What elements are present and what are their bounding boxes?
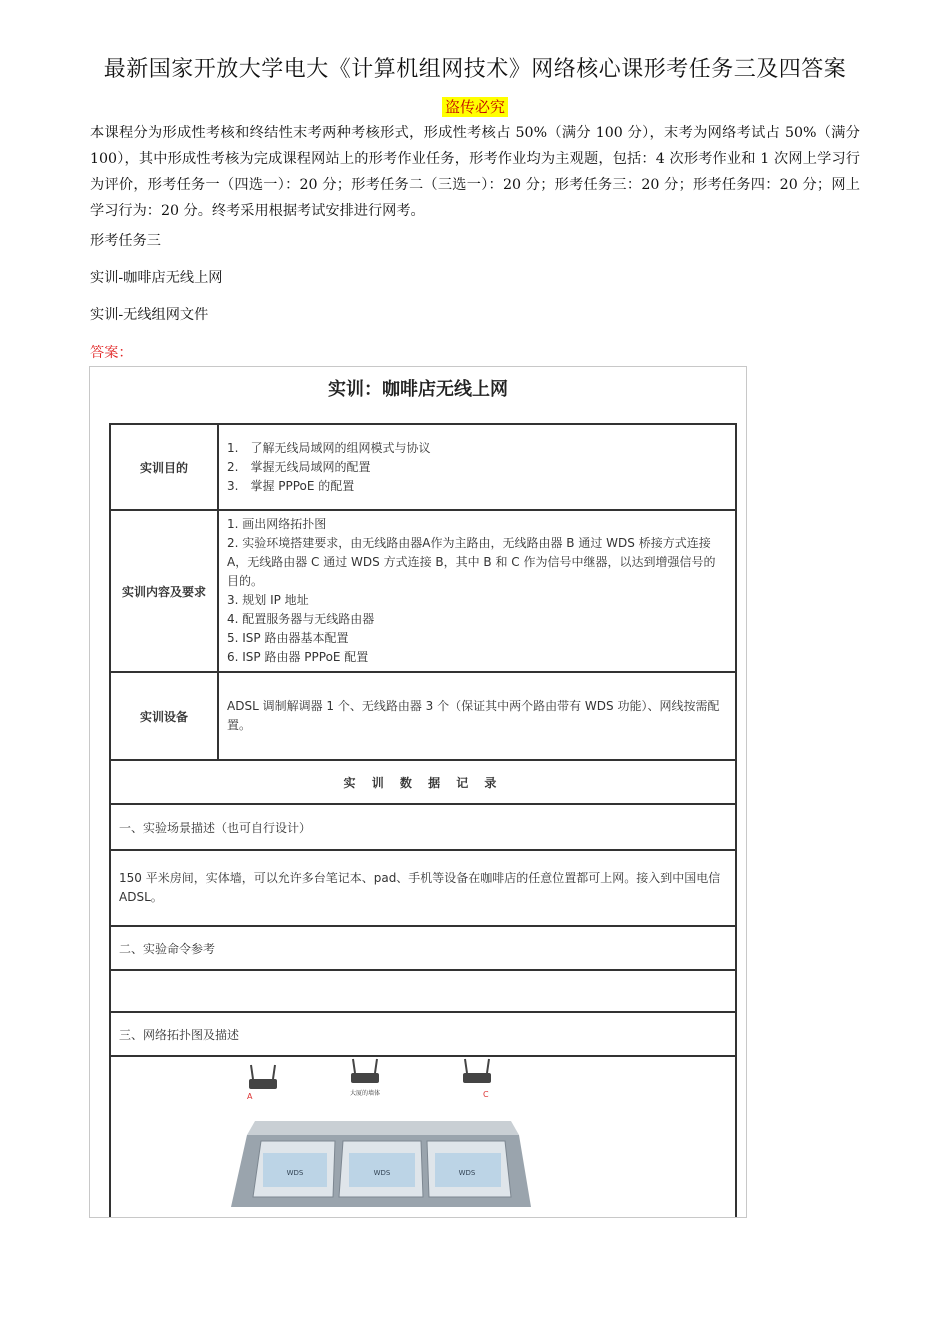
wds-label: WDS — [373, 1169, 391, 1177]
record-header-row — [110, 760, 736, 804]
purpose-item: 1. 了解无线局域网的组网模式与协议 — [227, 440, 431, 455]
content-item: 3. 规划 IP 地址 — [227, 593, 309, 607]
topology-cell — [110, 1056, 736, 1217]
sec2-title-row — [110, 926, 736, 970]
wall-label: 大厦的墙体 — [349, 1090, 381, 1097]
sec1-body-row — [110, 850, 736, 926]
topology-diagram — [111, 1057, 735, 1217]
wds-label: WDS — [286, 1169, 304, 1177]
floor-top — [247, 1121, 519, 1135]
purpose-label: 实训目的 — [110, 424, 218, 510]
lab-sheet-title: 实训：咖啡店无线上网 — [328, 379, 508, 400]
purpose-content — [218, 424, 736, 510]
router-c-label: C — [483, 1090, 489, 1099]
purpose-item: 2. 掌握无线局域网的配置 — [227, 459, 371, 474]
intro-paragraph: 本课程分为形成性考核和终结性末考两种考核形式，形成性考核占 50%（满分 100 分），末考为网络考试占 50%（满分 100），其中形成性考核为完成课程网站上的形考作业任务，形考作业均为主观题，包括：4 次形考作业和 1 次网上学习行为评价，形考任务一（四选一）：20 分；形考任务二（三选一）：20 分；形考任务三：20 分；形考任务四：20 分；网上学习行为：20 分。终考采用根据考试安排进行网考。 — [90, 125, 860, 219]
purpose-item: 3. 掌握 PPPoE 的配置 — [227, 478, 355, 493]
scene-section-title: 一、实验场景描述（也可自行设计） — [110, 804, 736, 850]
content-item: 6. ISP 路由器 PPPoE 配置 — [227, 650, 369, 664]
content-list — [218, 510, 736, 672]
page-title: 最新国家开放大学电大《计算机组网技术》网络核心课形考任务三及四答案 — [103, 57, 847, 82]
sec1-title-row — [110, 804, 736, 850]
commands-body — [110, 970, 736, 1012]
equipment-label: 实训设备 — [110, 672, 218, 760]
content-row — [110, 510, 736, 672]
equipment-content: ADSL 调制解调器 1 个、无线路由器 3 个（保证其中两个路由带有 WDS 功能）、网线按需配置。 — [218, 672, 736, 760]
content-item: 2. 实验环境搭建要求，由无线路由器A作为主路由，无线路由器 B 通过 WDS 桥接方式连接 A，无线路由器 C 通过 WDS 方式连接 B，其中 B 和 C 作为信号中继器，以达到增强信号的目的。 — [227, 536, 716, 588]
answer-label: 答案： — [90, 345, 133, 361]
sec2-body-row — [110, 970, 736, 1012]
scene-description: 150 平米房间，实体墙，可以允许多台笔记本、pad、手机等设备在咖啡店的任意位置都可上网。接入到中国电信 ADSL。 — [110, 850, 736, 926]
wds-label: WDS — [458, 1169, 476, 1177]
commands-section-title: 二、实验命令参考 — [110, 926, 736, 970]
sec3-body-row — [110, 1056, 736, 1217]
lab-title-2: 实训-无线组网文件 — [90, 307, 209, 323]
lab-title-1: 实训-咖啡店无线上网 — [90, 270, 223, 286]
content-item: 4. 配置服务器与无线路由器 — [227, 612, 375, 626]
content-label: 实训内容及要求 — [110, 510, 218, 672]
purpose-row — [110, 424, 736, 510]
task-heading: 形考任务三 — [90, 233, 161, 249]
lab-sheet-table — [109, 423, 737, 1217]
router-c-icon — [463, 1059, 491, 1083]
equipment-row — [110, 672, 736, 760]
router-a-icon — [249, 1065, 277, 1089]
router-a-label: A — [247, 1092, 253, 1101]
record-header: 实 训 数 据 记 录 — [110, 760, 736, 804]
sec3-title-row — [110, 1012, 736, 1056]
scanned-lab-sheet — [89, 366, 747, 1218]
content-item: 5. ISP 路由器基本配置 — [227, 631, 349, 645]
notice-wrap — [0, 96, 950, 117]
router-b-icon — [351, 1059, 379, 1083]
topology-section-title: 三、网络拓扑图及描述 — [110, 1012, 736, 1056]
topology-svg — [111, 1057, 735, 1217]
copyright-notice: 盗传必究 — [442, 97, 508, 117]
content-item: 1. 画出网络拓扑图 — [227, 517, 327, 531]
